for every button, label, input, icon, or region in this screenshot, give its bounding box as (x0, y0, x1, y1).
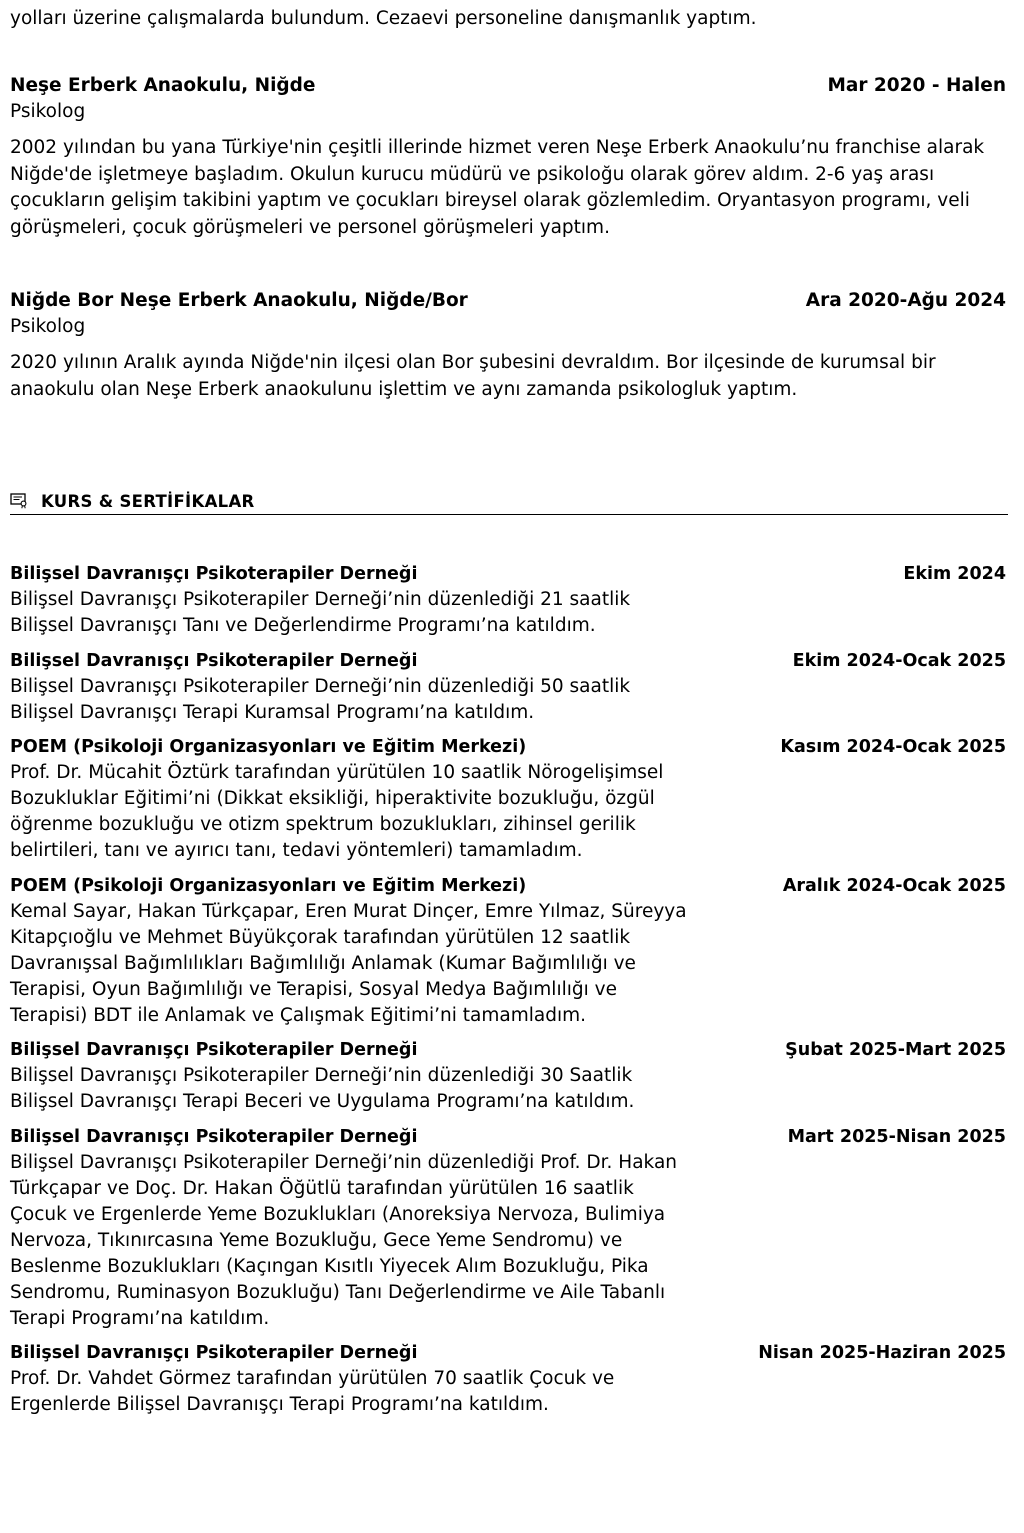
job-date: Ara 2020-Ağu 2024 (805, 290, 1006, 311)
section-title: KURS & SERTİFİKALAR (41, 492, 255, 511)
course-entry (10, 1037, 1006, 1115)
course-date: Ekim 2024-Ocak 2025 (792, 650, 1006, 671)
course-entry (10, 1124, 1006, 1332)
course-date: Nisan 2025-Haziran 2025 (758, 1343, 1006, 1363)
course-date: Aralık 2024-Ocak 2025 (782, 875, 1006, 896)
job-org: Neşe Erberk Anaokulu, Niğde (10, 75, 316, 96)
course-description: Bilişsel Davranışçı Psikoterapiler Derneği’nin düzenlediği 50 saatlik Bilişsel Davranışçı Terapi Kuramsal Programı’na katıldım. (10, 675, 631, 723)
course-header (10, 1037, 1006, 1063)
job-header (10, 288, 1006, 314)
job-description: 2002 yılından bu yana Türkiye'nin çeşitli illerinde hizmet veren Neşe Erberk Anaokulu’nu franchise alarak Niğde'de işletmeye başladım. Okulun kurucu müdürü ve psikoloğu olarak görev aldım. 2-6 yaş arası çocukların gelişim takibini yaptım ve çocukları bireysel olarak gözlemledim. Oryantasyon programı, veli görüşmeleri, çocuk görüşmeleri ve personel görüşmeleri yaptım. (10, 137, 985, 238)
course-org: Bilişsel Davranışçı Psikoterapiler Derneği (10, 1343, 418, 1363)
job-role: Psikolog (10, 101, 86, 122)
course-description: Kemal Sayar, Hakan Türkçapar, Eren Murat Dinçer, Emre Yılmaz, Süreyya Kitapçıoğlu ve Mehmet Büyükçorak tarafından yürütülen 12 saatlik Davranışsal Bağımlılıkları Bağımlılığı Anlamak (Kumar Bağımlılığı ve Terapisi, Oyun Bağımlılığı ve Terapisi, Sosyal Medya Bağımlılığı ve Terapisi) BDT ile Anlamak ve Çalışmak Eğitimi’ni tamamladım. (10, 900, 687, 1026)
course-description: Bilişsel Davranışçı Psikoterapiler Derneği’nin düzenlediği 30 Saatlik Bilişsel Davranışçı Terapi Beceri ve Uygulama Programı’na katıldım. (10, 1065, 635, 1112)
job-description: 2020 yılının Aralık ayında Niğde'nin ilçesi olan Bor şubesini devraldım. Bor ilçesinde de kurumsal bir anaokulu olan Neşe Erberk anaokulunu işlettim ve aynı zamanda psikologluk yaptım. (10, 352, 936, 400)
course-header (10, 873, 1006, 899)
course-org: Bilişsel Davranışçı Psikoterapiler Derneği (10, 1040, 418, 1060)
course-description: Prof. Dr. Vahdet Görmez tarafından yürütülen 70 saatlik Çocuk ve Ergenlerde Bilişsel Davranışçı Terapi Programı’na katıldım. (10, 1368, 615, 1415)
course-org: Bilişsel Davranışçı Psikoterapiler Derneği (10, 1126, 418, 1147)
course-list (10, 561, 1006, 1427)
job-entry (10, 73, 1006, 241)
course-org: POEM (Psikoloji Organizasyonları ve Eğitim Merkezi) (10, 737, 527, 757)
job-header (10, 73, 1006, 99)
job-date: Mar 2020 - Halen (827, 75, 1006, 96)
course-header (10, 561, 1006, 587)
job-org: Niğde Bor Neşe Erberk Anaokulu, Niğde/Bor (10, 290, 468, 311)
job-role: Psikolog (10, 316, 86, 337)
course-date: Şubat 2025-Mart 2025 (785, 1040, 1006, 1060)
course-org: Bilişsel Davranışçı Psikoterapiler Derneği (10, 650, 418, 671)
course-date: Mart 2025-Nisan 2025 (787, 1126, 1006, 1147)
course-org: POEM (Psikoloji Organizasyonları ve Eğitim Merkezi) (10, 875, 527, 896)
course-entry (10, 1340, 1006, 1418)
course-date: Kasım 2024-Ocak 2025 (780, 737, 1006, 757)
course-description: Bilişsel Davranışçı Psikoterapiler Derneği’nin düzenlediği 21 saatlik Bilişsel Davranışçı Tanı ve Değerlendirme Programı’na katıldım. (10, 589, 631, 636)
course-entry (10, 648, 1006, 726)
section-header-courses (10, 489, 1008, 515)
course-entry (10, 873, 1006, 1029)
course-header (10, 1340, 1006, 1366)
course-header (10, 734, 1006, 760)
course-entry (10, 734, 1006, 864)
course-entry (10, 561, 1006, 639)
course-header (10, 1124, 1006, 1150)
course-description: Bilişsel Davranışçı Psikoterapiler Derneği’nin düzenlediği Prof. Dr. Hakan Türkçapar ve Doç. Dr. Hakan Öğütlü tarafından yürütülen 16 saatlik Çocuk ve Ergenlerde Yeme Bozuklukları (Anoreksiya Nervoza, Bulimiya Nervoza, Tıkınırcasına Yeme Bozukluğu, Gece Yeme Sendromu) ve Beslenme Bozuklukları (Kaçıngan Kısıtlı Yiyecek Alım Bozukluğu, Pika Sendromu, Ruminasyon Bozukluğu) Tanı Değerlendirme ve Aile Tabanlı Terapi Programı’na katıldım. (10, 1151, 678, 1329)
course-description: Prof. Dr. Mücahit Öztürk tarafından yürütülen 10 saatlik Nörogelişimsel Bozukluklar Eğitimi’ni (Dikkat eksikliği, hiperaktivite bozukluğu, özgül öğrenme bozukluğu ve otizm spektrum bozuklukları, zihinsel gerilik belirtileri, tanı ve ayırıcı tanı, tedavi yöntemleri) tamamladım. (10, 762, 664, 861)
course-header (10, 648, 1006, 674)
certificate-icon (10, 493, 28, 509)
intro-line: yolları üzerine çalışmalarda bulundum. Cezaevi personeline danışmanlık yaptım. (10, 8, 757, 29)
job-entry (10, 288, 1006, 403)
course-org: Bilişsel Davranışçı Psikoterapiler Derneği (10, 564, 418, 584)
course-date: Ekim 2024 (903, 564, 1006, 584)
